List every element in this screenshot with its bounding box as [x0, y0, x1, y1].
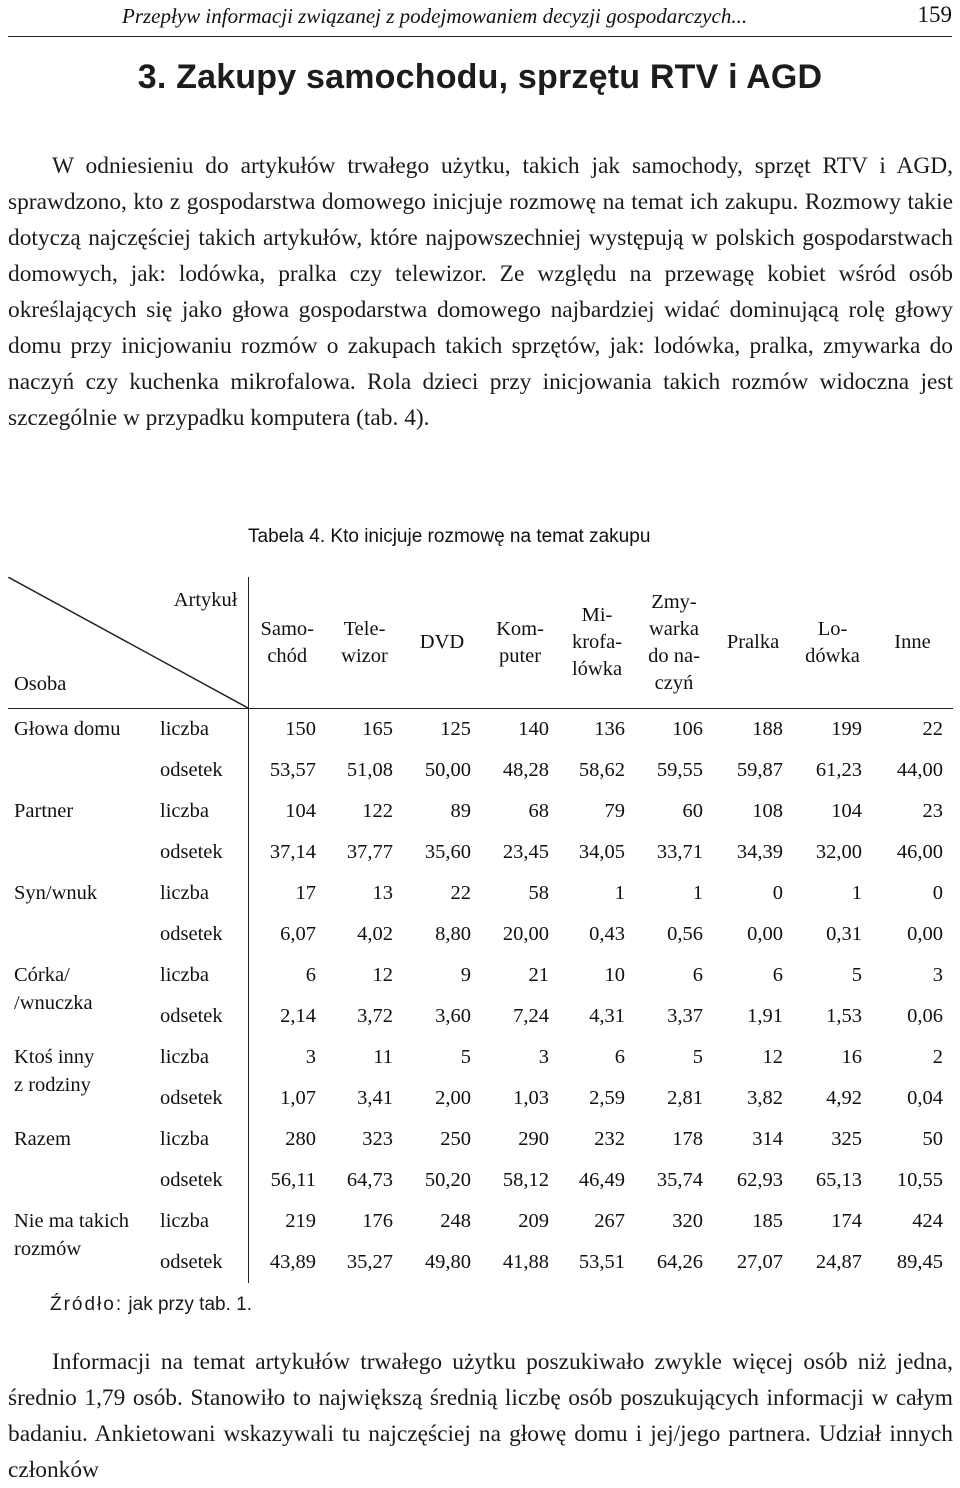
- measure-label: liczba: [154, 955, 248, 996]
- table-cell: 424: [912, 1209, 943, 1232]
- measure-label: odsetek: [154, 832, 248, 873]
- row-group-label-line: Razem: [14, 1127, 71, 1150]
- table-cell: 185: [752, 1209, 783, 1232]
- row-group-label-line: Syn/wnuk: [14, 881, 98, 904]
- table-cell: 65,13: [815, 1168, 862, 1191]
- table-cell: 20,00: [502, 922, 549, 945]
- table-cell: 314: [752, 1127, 783, 1150]
- column-header-line: dówka: [805, 644, 860, 667]
- table-cell: 79: [604, 799, 625, 822]
- table-cell: 58: [528, 881, 549, 904]
- table-cell: 8,80: [435, 922, 471, 945]
- table-cell: 51,08: [346, 758, 393, 781]
- row-group-label-line: rozmów: [14, 1237, 82, 1260]
- measure-label: liczba: [154, 873, 248, 914]
- table-cell: 61,23: [815, 758, 862, 781]
- table-header-row: [8, 577, 953, 709]
- table-cell: 3: [305, 1045, 316, 1068]
- table-cell: 46,49: [578, 1168, 625, 1191]
- table-cell: 50,20: [424, 1168, 471, 1191]
- table-cell: 0: [932, 881, 943, 904]
- table-cell: 50: [922, 1127, 943, 1150]
- column-header: [872, 577, 953, 709]
- column-header-line: do na-: [648, 644, 700, 667]
- table-cell: 89: [450, 799, 471, 822]
- row-group-label-line: Ktoś inny: [14, 1045, 95, 1068]
- measure-label: liczba: [154, 1119, 248, 1160]
- column-header-line: Kom-: [496, 617, 544, 640]
- table-cell: 64,26: [656, 1250, 703, 1273]
- column-header-line: puter: [498, 644, 542, 667]
- table-cell: 58,62: [578, 758, 625, 781]
- source-text: jak przy tab. 1.: [128, 1294, 252, 1315]
- table-caption: Tabela 4. Kto inicjuje rozmowę na temat zakupu: [248, 526, 651, 547]
- table-cell: 2,14: [280, 1004, 316, 1027]
- table-cell: 199: [831, 717, 862, 740]
- table-cell: 0,00: [747, 922, 783, 945]
- row-group-label: [8, 955, 154, 1037]
- row-group-label-line: Córka/: [14, 963, 70, 986]
- table-cell: 325: [831, 1127, 862, 1150]
- page-number: 159: [917, 2, 952, 27]
- table-cell: 290: [518, 1127, 549, 1150]
- row-group-label-line: Nie ma takich: [14, 1209, 129, 1232]
- table-cell: 2: [932, 1045, 943, 1068]
- table-body: [8, 709, 953, 1283]
- measure-label: odsetek: [154, 914, 248, 955]
- table-cell: 60: [682, 799, 703, 822]
- table-cell: 34,05: [578, 840, 625, 863]
- table-cell: 0,00: [907, 922, 943, 945]
- column-header: [793, 577, 872, 709]
- table-cell: 23,45: [502, 840, 549, 863]
- table-cell: 104: [285, 799, 316, 822]
- column-header-line: wizor: [341, 644, 388, 667]
- table-cell: 68: [528, 799, 549, 822]
- table-cell: 140: [518, 717, 549, 740]
- column-header-line: Lo-: [817, 617, 848, 640]
- column-header: [403, 577, 481, 709]
- table-cell: 250: [440, 1127, 471, 1150]
- table-cell: 0,56: [667, 922, 703, 945]
- table-cell: 3,37: [667, 1004, 703, 1027]
- table-row: [8, 1201, 953, 1242]
- table-cell: 4,92: [826, 1086, 862, 1109]
- table-cell: 56,11: [270, 1168, 316, 1191]
- table-cell: 209: [518, 1209, 549, 1232]
- source-label: Źródło:: [50, 1294, 124, 1315]
- table-cell: 323: [362, 1127, 393, 1150]
- table-cell: 5: [692, 1045, 703, 1068]
- row-group-label: [8, 873, 154, 955]
- measure-label: odsetek: [154, 1242, 248, 1283]
- table-cell: 5: [460, 1045, 471, 1068]
- table-cell: 32,00: [815, 840, 862, 863]
- table-cell: 6: [614, 1045, 625, 1068]
- table-cell: 5: [851, 963, 862, 986]
- table-cell: 34,39: [736, 840, 783, 863]
- table-cell: 188: [752, 717, 783, 740]
- table-cell: 4,31: [589, 1004, 625, 1027]
- table-cell: 3,60: [435, 1004, 471, 1027]
- table-cell: 2,59: [589, 1086, 625, 1109]
- row-group-label-line: Głowa domu: [14, 718, 121, 740]
- table-cell: 22: [922, 717, 943, 740]
- column-header: [326, 577, 403, 709]
- column-header-line: warka: [648, 617, 700, 640]
- table-row: [8, 791, 953, 832]
- table-cell: 49,80: [424, 1250, 471, 1273]
- table-cell: 17: [295, 881, 316, 904]
- table-cell: 280: [285, 1127, 316, 1150]
- table-cell: 35,74: [656, 1168, 703, 1191]
- table-cell: 4,02: [357, 922, 393, 945]
- table-cell: 0,06: [907, 1004, 943, 1027]
- table-cell: 13: [372, 881, 393, 904]
- table-cell: 7,24: [513, 1004, 549, 1027]
- table-cell: 125: [440, 717, 471, 740]
- table-cell: 46,00: [896, 840, 943, 863]
- table-cell: 21: [528, 963, 549, 986]
- column-header: [248, 577, 326, 709]
- column-header: [481, 577, 559, 709]
- table-source: [50, 1294, 252, 1316]
- measure-label: liczba: [154, 1037, 248, 1078]
- table-cell: 89,45: [896, 1250, 943, 1273]
- table-cell: 58,12: [502, 1168, 549, 1191]
- table-cell: 3,41: [357, 1086, 393, 1109]
- table-cell: 1,03: [513, 1086, 549, 1109]
- table-cell: 219: [285, 1209, 316, 1232]
- table-cell: 59,87: [736, 758, 783, 781]
- table-cell: 53,57: [269, 758, 316, 781]
- table-cell: 37,77: [346, 840, 393, 863]
- table-cell: 27,07: [736, 1250, 783, 1273]
- corner-label-osoba: Osoba: [14, 673, 67, 695]
- row-group-label: [8, 1201, 154, 1283]
- measure-label: liczba: [154, 1201, 248, 1242]
- table-cell: 6: [692, 963, 703, 986]
- column-header-line: krofa-: [571, 631, 623, 653]
- table-cell: 59,55: [656, 758, 703, 781]
- table-cell: 43,89: [269, 1250, 316, 1273]
- table-cell: 64,73: [346, 1168, 393, 1191]
- table-cell: 0: [772, 881, 783, 904]
- table-cell: 41,88: [502, 1250, 549, 1273]
- table-cell: 1,53: [826, 1004, 862, 1027]
- table-cell: 1,91: [747, 1004, 783, 1027]
- table-cell: 37,14: [269, 840, 316, 863]
- measure-label: liczba: [154, 791, 248, 832]
- table-cell: 23: [922, 799, 943, 822]
- column-header-line: chód: [267, 644, 308, 667]
- measure-label: odsetek: [154, 996, 248, 1037]
- table-row: [8, 1119, 953, 1160]
- table-cell: 50,00: [424, 758, 471, 781]
- table-cell: 53,51: [578, 1250, 625, 1273]
- table-cell: 150: [285, 717, 316, 740]
- table-cell: 1: [851, 881, 862, 904]
- table-cell: 12: [762, 1045, 783, 1068]
- table-cell: 267: [594, 1209, 625, 1232]
- row-group-label-line: Partner: [14, 799, 74, 822]
- table-cell: 232: [594, 1127, 625, 1150]
- table-cell: 174: [831, 1209, 862, 1232]
- table-cell: 6,07: [280, 922, 316, 945]
- column-header-line: Zmy-: [651, 590, 697, 613]
- corner-label-artykul: Artykuł: [173, 589, 238, 611]
- table-cell: 0,04: [907, 1086, 943, 1109]
- table-cell: 104: [831, 799, 862, 822]
- row-group-label-line: /wnuczka: [14, 991, 93, 1014]
- table-cell: 178: [672, 1127, 703, 1150]
- table-cell: 3: [538, 1045, 549, 1068]
- table-cell: 3,72: [357, 1004, 393, 1027]
- table-cell: 3: [932, 963, 943, 986]
- table-cell: 35,60: [424, 840, 471, 863]
- measure-label: odsetek: [154, 750, 248, 791]
- table-row: [8, 873, 953, 914]
- table-row: [8, 955, 953, 996]
- row-group-label-line: z rodziny: [14, 1073, 91, 1096]
- table-row: [8, 709, 953, 750]
- table-corner-cell: [8, 577, 248, 709]
- table-cell: 62,93: [736, 1168, 783, 1191]
- table-cell: 320: [672, 1209, 703, 1232]
- row-group-label: [8, 1119, 154, 1201]
- column-header-line: Mi-: [581, 604, 613, 626]
- section-title: 3. Zakupy samochodu, sprzętu RTV i AGD: [137, 58, 823, 96]
- table-cell: 2,81: [667, 1086, 703, 1109]
- table-cell: 0,43: [589, 922, 625, 945]
- table-cell: 248: [440, 1209, 471, 1232]
- measure-label: odsetek: [154, 1160, 248, 1201]
- row-group-label: [8, 709, 154, 791]
- column-header: [635, 577, 713, 709]
- table-cell: 44,00: [896, 758, 943, 781]
- table-cell: 48,28: [502, 758, 549, 781]
- column-header-line: Inne: [894, 631, 931, 653]
- column-header-line: lówka: [571, 658, 623, 680]
- table-cell: 1: [614, 881, 625, 904]
- table-cell: 1,07: [280, 1086, 316, 1109]
- column-header-line: czyń: [654, 671, 694, 694]
- table-cell: 2,00: [435, 1086, 471, 1109]
- table-cell: 165: [362, 717, 393, 740]
- page-header: [8, 0, 952, 37]
- table-cell: 9: [460, 963, 471, 986]
- table-cell: 3,82: [747, 1086, 783, 1109]
- table-cell: 1: [692, 881, 703, 904]
- table-cell: 24,87: [815, 1250, 862, 1273]
- table-cell: 10: [604, 963, 625, 986]
- measure-label: odsetek: [154, 1078, 248, 1119]
- data-table: [8, 577, 953, 1283]
- running-title: Przepływ informacji związanej z podejmowaniem decyzji gospodarczych...: [122, 4, 748, 28]
- table-row: [8, 1037, 953, 1078]
- column-header-line: Samo-: [260, 617, 315, 640]
- table-cell: 16: [841, 1045, 862, 1068]
- column-header-line: DVD: [419, 631, 465, 653]
- row-group-label: [8, 1037, 154, 1119]
- table-cell: 10,55: [896, 1168, 943, 1191]
- table-cell: 12: [372, 963, 393, 986]
- body-paragraph-1: W odniesieniu do artykułów trwałego użytku, takich jak samochody, sprzęt RTV i AGD, sprawdzono, kto z gospodarstwa domowego inicjuje rozmowę na temat ich zakupu. Rozmowy takie dotyczą najczęściej takich artykułów, które najpowszechniej występują w polskich gospodarstwach domowych, jak: lodówka, pralka czy telewizor. Ze względu na przewagę kobiet wśród osób określających się jako głowa gospodarstwa domowego najbardziej widać dominującą rolę głowy domu przy inicjowaniu rozmów o zakupach takich sprzętów, jak: lodówka, pralka, zmywarka do naczyń czy kuchenka mikrofalowa. Rola dzieci przy inicjowania takich rozmów widoczna jest szczególnie w przypadku komputera (tab. 4).: [8, 153, 953, 431]
- column-header-line: Pralka: [726, 631, 780, 653]
- table-cell: 108: [752, 799, 783, 822]
- column-header: [559, 577, 635, 709]
- row-group-label: [8, 791, 154, 873]
- table-cell: 11: [373, 1045, 393, 1068]
- table-cell: 6: [305, 963, 316, 986]
- table-cell: 0,31: [826, 922, 862, 945]
- table-cell: 22: [450, 881, 471, 904]
- table-cell: 176: [362, 1209, 393, 1232]
- column-header-line: Tele-: [343, 617, 386, 640]
- column-header: [713, 577, 793, 709]
- table-cell: 122: [362, 799, 393, 822]
- table-cell: 106: [672, 717, 703, 740]
- measure-label: liczba: [154, 709, 248, 750]
- table-cell: 6: [772, 963, 783, 986]
- table-cell: 35,27: [346, 1250, 393, 1273]
- table-cell: 136: [594, 717, 625, 740]
- table-cell: 33,71: [656, 840, 703, 863]
- body-paragraph-2: Informacji na temat artykułów trwałego użytku poszukiwało zwykle więcej osób niż jedna, średnio 1,79 osób. Stanowiło to największą średnią liczbę osób poszukujących informacji w całym badaniu. Ankietowani wskazywali tu najczęściej na głowę domu i jej/jego partnera. Udział innych członków: [8, 1349, 953, 1483]
